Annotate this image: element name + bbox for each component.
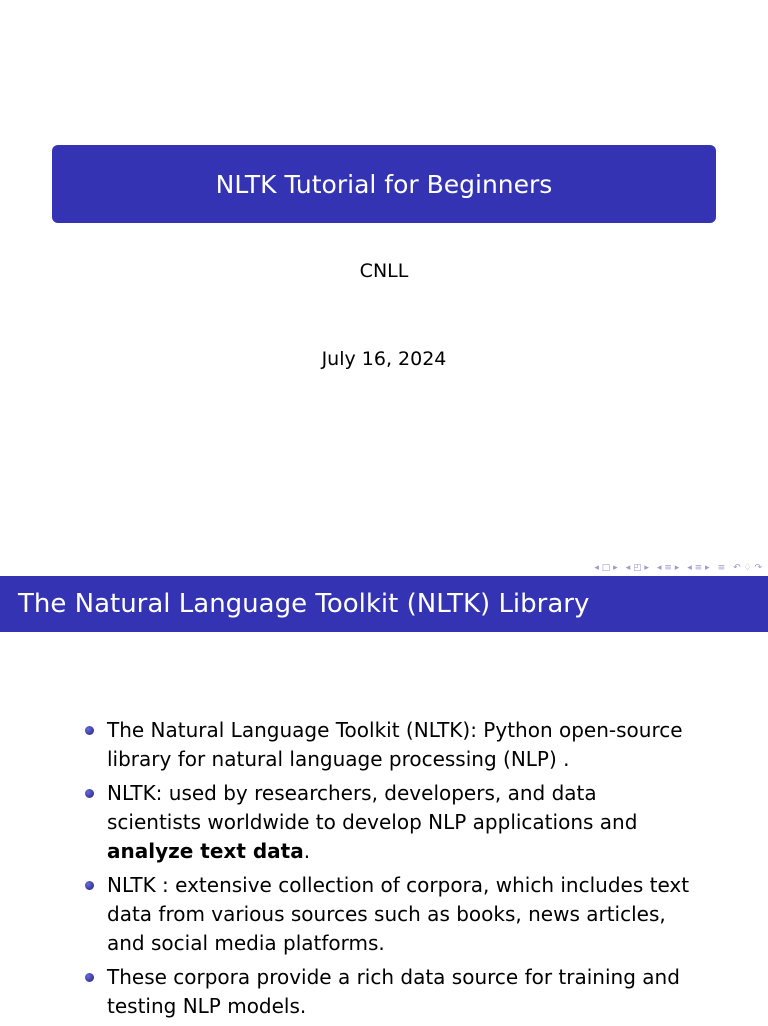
beamer-navigation-bar — [594, 560, 762, 576]
frame-title-bar — [0, 576, 768, 632]
bold-phrase: analyze text data — [107, 839, 304, 863]
nav-toc-icon[interactable]: ≡ — [717, 563, 726, 573]
content-slide — [0, 576, 768, 1024]
nav-back-search-forward-icon[interactable]: ↶ ♢ ↷ — [733, 563, 762, 573]
bullet-item: These corpora provide a rich data source for training and testing NLP models. — [85, 963, 695, 1021]
presentation-title-box — [52, 145, 716, 223]
presentation-title: NLTK Tutorial for Beginners — [215, 169, 553, 199]
nav-section-icon[interactable]: ◂ ≡ ▸ — [656, 563, 680, 573]
nav-document-icon[interactable]: ◂ ≡ ▸ — [687, 563, 710, 573]
bullet-icon — [85, 789, 94, 798]
bullet-icon — [85, 881, 94, 890]
bullet-icon — [85, 973, 94, 982]
bullet-list — [85, 716, 695, 1026]
nav-frame-icon[interactable]: ◂ □ ▸ — [594, 563, 618, 573]
bullet-item: The Natural Language Toolkit (NLTK): Python open-source library for natural language processing (NLP) . — [85, 716, 695, 774]
bullet-icon — [85, 726, 94, 735]
date: July 16, 2024 — [321, 348, 447, 370]
bullet-item: NLTK: used by researchers, developers, and data scientists worldwide to develop NLP applications and analyze text data. — [85, 779, 695, 866]
frame-title: The Natural Language Toolkit (NLTK) Library — [18, 589, 590, 619]
bullet-item: NLTK : extensive collection of corpora, which includes text data from various sources such as books, news articles, and social media platforms. — [85, 871, 695, 958]
author: CNLL — [359, 260, 409, 282]
nav-subsection-icon[interactable]: ◂ ◰ ▸ — [625, 563, 649, 573]
